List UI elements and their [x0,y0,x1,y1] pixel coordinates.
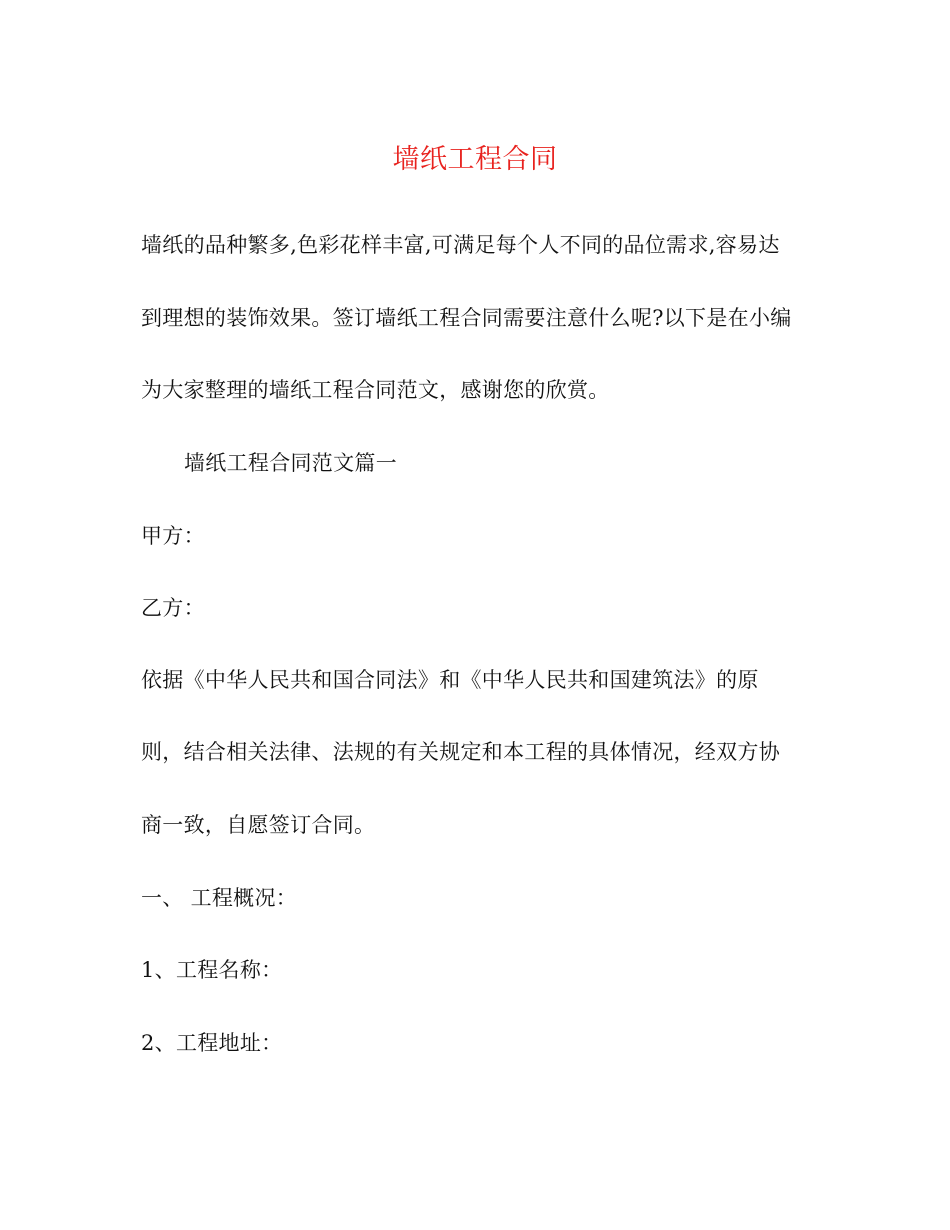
body-line-2: 则，结合相关法律、法规的有关规定和本工程的具体情况，经双方协 [141,740,780,764]
clause-heading-1: 一、 工程概况： [141,886,298,910]
intro-line-2: 到理想的装饰效果。签订墙纸工程合同需要注意什么呢?以下是在小编 [141,306,792,330]
party-b-field: 乙方： [141,596,205,620]
project-address-field: 2、工程地址： [141,1031,283,1055]
section-heading: 墙纸工程合同范文篇一 [184,451,397,475]
document-title: 墙纸工程合同 [392,144,558,175]
project-name-field: 1、工程名称： [141,958,283,982]
party-a-field: 甲方： [141,524,205,548]
body-line-3: 商一致，自愿签订合同。 [141,813,376,837]
body-line-1: 依据《中华人民共和国合同法》和《中华人民共和国建筑法》的原 [141,668,759,692]
intro-line-3: 为大家整理的墙纸工程合同范文，感谢您的欣赏。 [141,378,610,402]
intro-line-1: 墙纸的品种繁多,色彩花样丰富,可满足每个人不同的品位需求,容易达 [141,233,780,257]
